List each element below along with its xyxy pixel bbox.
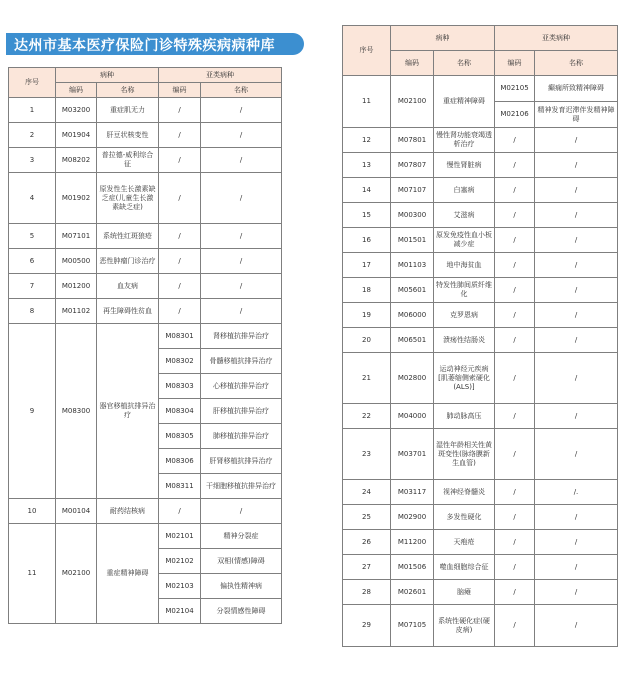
code-cell: M01506 — [391, 555, 434, 580]
code-cell: M01501 — [391, 228, 434, 253]
sub-code-cell: / — [495, 555, 535, 580]
code-cell: M08202 — [56, 148, 97, 173]
sub-code-cell: M02106 — [495, 102, 535, 128]
seq-cell: 25 — [343, 505, 391, 530]
sub-name-cell: / — [201, 274, 282, 299]
name-cell: 普拉德-威利综合征 — [97, 148, 159, 173]
sub-code-cell: / — [495, 530, 535, 555]
name-cell: 系统性硬化症(硬皮病) — [434, 605, 495, 647]
sub-name-cell: 骨髓移植抗排异治疗 — [201, 349, 282, 374]
sub-name-cell: 肾移植抗排异治疗 — [201, 324, 282, 349]
sub-code-cell: M08305 — [159, 424, 201, 449]
code-cell: M06501 — [391, 328, 434, 353]
table-row — [343, 228, 618, 253]
name-cell: 器官移植抗排异治疗 — [97, 324, 159, 499]
table-row — [343, 328, 618, 353]
seq-cell: 7 — [9, 274, 56, 299]
sub-name-cell: / — [201, 299, 282, 324]
title-banner — [6, 33, 304, 55]
sub-name-cell: / — [535, 128, 618, 153]
code-cell: M03701 — [391, 429, 434, 480]
header-subtype: 亚类病种 — [159, 68, 282, 83]
table-row — [9, 499, 282, 524]
header-sub-name: 名称 — [535, 51, 618, 76]
name-cell: 湿性年龄相关性黄斑变性(脉络膜新生血管) — [434, 429, 495, 480]
sub-code-cell: M08302 — [159, 349, 201, 374]
name-cell: 运动神经元疾病[肌萎缩侧索硬化(ALS)] — [434, 353, 495, 404]
name-cell: 克罗恩病 — [434, 303, 495, 328]
seq-cell: 11 — [9, 524, 56, 624]
sub-code-cell: M02103 — [159, 574, 201, 599]
table-row — [9, 98, 282, 123]
table-row — [343, 404, 618, 429]
sub-code-cell: / — [495, 278, 535, 303]
table-row — [343, 480, 618, 505]
code-cell: M01902 — [56, 173, 97, 224]
code-cell: M02100 — [391, 76, 434, 128]
seq-cell: 17 — [343, 253, 391, 278]
code-cell: M06000 — [391, 303, 434, 328]
header-code: 编码 — [391, 51, 434, 76]
header-sub-name: 名称 — [201, 83, 282, 98]
seq-cell: 20 — [343, 328, 391, 353]
name-cell: 艾滋病 — [434, 203, 495, 228]
sub-name-cell: / — [201, 123, 282, 148]
sub-code-cell: / — [495, 128, 535, 153]
name-cell: 重症精神障碍 — [434, 76, 495, 128]
sub-name-cell: 精神分裂症 — [201, 524, 282, 549]
table-row — [9, 324, 282, 349]
sub-name-cell: / — [535, 278, 618, 303]
seq-cell: 19 — [343, 303, 391, 328]
sub-code-cell: / — [159, 274, 201, 299]
table-row — [9, 299, 282, 324]
name-cell: 肺动脉高压 — [434, 404, 495, 429]
header-sub-code: 编码 — [159, 83, 201, 98]
header-name: 名称 — [434, 51, 495, 76]
name-cell: 再生障碍性贫血 — [97, 299, 159, 324]
sub-code-cell: / — [159, 173, 201, 224]
seq-cell: 14 — [343, 178, 391, 203]
seq-cell: 6 — [9, 249, 56, 274]
header-disease: 病种 — [391, 26, 495, 51]
table-row — [9, 173, 282, 224]
code-cell: M01200 — [56, 274, 97, 299]
sub-name-cell: 肝肾移植抗排异治疗 — [201, 449, 282, 474]
sub-code-cell: / — [495, 505, 535, 530]
seq-cell: 1 — [9, 98, 56, 123]
name-cell: 耐药结核病 — [97, 499, 159, 524]
sub-name-cell: / — [535, 203, 618, 228]
table-row — [343, 303, 618, 328]
sub-name-cell: / — [201, 224, 282, 249]
code-cell: M08300 — [56, 324, 97, 499]
table-row — [9, 123, 282, 148]
sub-code-cell: / — [495, 328, 535, 353]
sub-name-cell: / — [535, 328, 618, 353]
code-cell: M01904 — [56, 123, 97, 148]
sub-name-cell: /. — [535, 480, 618, 505]
sub-name-cell: / — [535, 530, 618, 555]
name-cell: 原发性生长激素缺乏症(儿童生长激素缺乏症) — [97, 173, 159, 224]
sub-code-cell: / — [159, 148, 201, 173]
sub-code-cell: / — [159, 299, 201, 324]
seq-cell: 10 — [9, 499, 56, 524]
code-cell: M00300 — [391, 203, 434, 228]
sub-code-cell: / — [159, 224, 201, 249]
seq-cell: 3 — [9, 148, 56, 173]
sub-code-cell: / — [495, 228, 535, 253]
sub-code-cell: / — [495, 153, 535, 178]
name-cell: 视神经脊髓炎 — [434, 480, 495, 505]
sub-name-cell: / — [535, 253, 618, 278]
sub-code-cell: / — [495, 480, 535, 505]
seq-cell: 9 — [9, 324, 56, 499]
table-row — [343, 605, 618, 647]
table-row — [9, 148, 282, 173]
header-name: 名称 — [97, 83, 159, 98]
code-cell: M03117 — [391, 480, 434, 505]
seq-cell: 12 — [343, 128, 391, 153]
code-cell: M07101 — [56, 224, 97, 249]
seq-cell: 24 — [343, 480, 391, 505]
name-cell: 原发免疫性血小板减少症 — [434, 228, 495, 253]
code-cell: M07801 — [391, 128, 434, 153]
seq-cell: 29 — [343, 605, 391, 647]
sub-code-cell: / — [495, 353, 535, 404]
name-cell: 肝豆状核变性 — [97, 123, 159, 148]
seq-cell: 26 — [343, 530, 391, 555]
name-cell: 重症肌无力 — [97, 98, 159, 123]
sub-name-cell: 肺移植抗排异治疗 — [201, 424, 282, 449]
name-cell: 脑瘫 — [434, 580, 495, 605]
table-row — [343, 203, 618, 228]
name-cell: 特发性肺间质纤维化 — [434, 278, 495, 303]
table-row — [343, 530, 618, 555]
name-cell: 慢性肾功能衰竭透析治疗 — [434, 128, 495, 153]
seq-cell: 11 — [343, 76, 391, 128]
header-code: 编码 — [56, 83, 97, 98]
sub-name-cell: / — [535, 228, 618, 253]
disease-table-left — [8, 67, 282, 624]
seq-cell: 4 — [9, 173, 56, 224]
code-cell: M07807 — [391, 153, 434, 178]
sub-name-cell: / — [535, 429, 618, 480]
code-cell: M01102 — [56, 299, 97, 324]
sub-name-cell: / — [201, 98, 282, 123]
sub-name-cell: 肝移植抗排异治疗 — [201, 399, 282, 424]
table-row — [343, 76, 618, 102]
sub-code-cell: M08304 — [159, 399, 201, 424]
sub-name-cell: / — [535, 605, 618, 647]
table-row — [343, 253, 618, 278]
table-row — [343, 353, 618, 404]
table-row — [343, 505, 618, 530]
sub-code-cell: / — [495, 203, 535, 228]
sub-code-cell: / — [495, 404, 535, 429]
sub-code-cell: M02102 — [159, 549, 201, 574]
seq-cell: 8 — [9, 299, 56, 324]
sub-name-cell: 心移植抗排异治疗 — [201, 374, 282, 399]
code-cell: M02900 — [391, 505, 434, 530]
name-cell: 系统性红斑狼疮 — [97, 224, 159, 249]
table-row — [343, 178, 618, 203]
sub-name-cell: / — [535, 178, 618, 203]
name-cell: 慢性肾脏病 — [434, 153, 495, 178]
seq-cell: 28 — [343, 580, 391, 605]
table-row — [343, 153, 618, 178]
header-sub-code: 编码 — [495, 51, 535, 76]
sub-code-cell: / — [495, 178, 535, 203]
seq-cell: 16 — [343, 228, 391, 253]
sub-code-cell: M02104 — [159, 599, 201, 624]
name-cell: 噬血细胞综合征 — [434, 555, 495, 580]
seq-cell: 13 — [343, 153, 391, 178]
sub-name-cell: / — [535, 404, 618, 429]
header-seq: 序号 — [9, 68, 56, 98]
code-cell: M02100 — [56, 524, 97, 624]
sub-name-cell: / — [535, 505, 618, 530]
code-cell: M02601 — [391, 580, 434, 605]
sub-name-cell: / — [201, 148, 282, 173]
table-row — [9, 274, 282, 299]
table-row — [343, 555, 618, 580]
header-disease: 病种 — [56, 68, 159, 83]
sub-code-cell: / — [495, 303, 535, 328]
code-cell: M02800 — [391, 353, 434, 404]
sub-name-cell: / — [535, 580, 618, 605]
table-row — [343, 429, 618, 480]
sub-code-cell: / — [159, 499, 201, 524]
sub-name-cell: / — [535, 353, 618, 404]
sub-code-cell: / — [495, 580, 535, 605]
seq-cell: 15 — [343, 203, 391, 228]
page-title: 达州市基本医疗保险门诊特殊疾病病种库 — [14, 38, 275, 54]
code-cell: M05601 — [391, 278, 434, 303]
header-seq: 序号 — [343, 26, 391, 76]
code-cell: M07107 — [391, 178, 434, 203]
code-cell: M11200 — [391, 530, 434, 555]
sub-name-cell: 癫痫所致精神障碍 — [535, 76, 618, 102]
sub-code-cell: M02101 — [159, 524, 201, 549]
table-row — [9, 249, 282, 274]
seq-cell: 21 — [343, 353, 391, 404]
seq-cell: 22 — [343, 404, 391, 429]
sub-name-cell: / — [535, 555, 618, 580]
table-row — [343, 278, 618, 303]
sub-name-cell: / — [201, 499, 282, 524]
seq-cell: 5 — [9, 224, 56, 249]
code-cell: M00500 — [56, 249, 97, 274]
name-cell: 地中海贫血 — [434, 253, 495, 278]
sub-code-cell: / — [159, 98, 201, 123]
name-cell: 天疱疮 — [434, 530, 495, 555]
disease-table-right — [342, 25, 618, 647]
seq-cell: 27 — [343, 555, 391, 580]
sub-code-cell: M02105 — [495, 76, 535, 102]
code-cell: M03200 — [56, 98, 97, 123]
name-cell: 重症精神障碍 — [97, 524, 159, 624]
name-cell: 白塞病 — [434, 178, 495, 203]
name-cell: 溃疡性结肠炎 — [434, 328, 495, 353]
sub-name-cell: / — [535, 153, 618, 178]
sub-code-cell: M08306 — [159, 449, 201, 474]
sub-name-cell: / — [535, 303, 618, 328]
table-row — [343, 580, 618, 605]
sub-name-cell: 分裂情感性障碍 — [201, 599, 282, 624]
table-row — [343, 128, 618, 153]
name-cell: 血友病 — [97, 274, 159, 299]
table-row — [9, 224, 282, 249]
code-cell: M04000 — [391, 404, 434, 429]
sub-name-cell: 精神发育迟滞伴发精神障碍 — [535, 102, 618, 128]
sub-code-cell: / — [159, 249, 201, 274]
sub-code-cell: M08301 — [159, 324, 201, 349]
sub-name-cell: 偏执性精神病 — [201, 574, 282, 599]
name-cell: 恶性肿瘤门诊治疗 — [97, 249, 159, 274]
sub-name-cell: 双相(情感)障碍 — [201, 549, 282, 574]
sub-code-cell: / — [495, 429, 535, 480]
sub-name-cell: 干细胞移植抗排异治疗 — [201, 474, 282, 499]
sub-code-cell: / — [495, 605, 535, 647]
seq-cell: 2 — [9, 123, 56, 148]
seq-cell: 18 — [343, 278, 391, 303]
code-cell: M07105 — [391, 605, 434, 647]
code-cell: M01103 — [391, 253, 434, 278]
sub-code-cell: M08303 — [159, 374, 201, 399]
sub-name-cell: / — [201, 249, 282, 274]
sub-name-cell: / — [201, 173, 282, 224]
header-subtype: 亚类病种 — [495, 26, 618, 51]
seq-cell: 23 — [343, 429, 391, 480]
code-cell: M00104 — [56, 499, 97, 524]
sub-code-cell: / — [159, 123, 201, 148]
table-row — [9, 524, 282, 549]
sub-code-cell: / — [495, 253, 535, 278]
name-cell: 多发性硬化 — [434, 505, 495, 530]
sub-code-cell: M08311 — [159, 474, 201, 499]
